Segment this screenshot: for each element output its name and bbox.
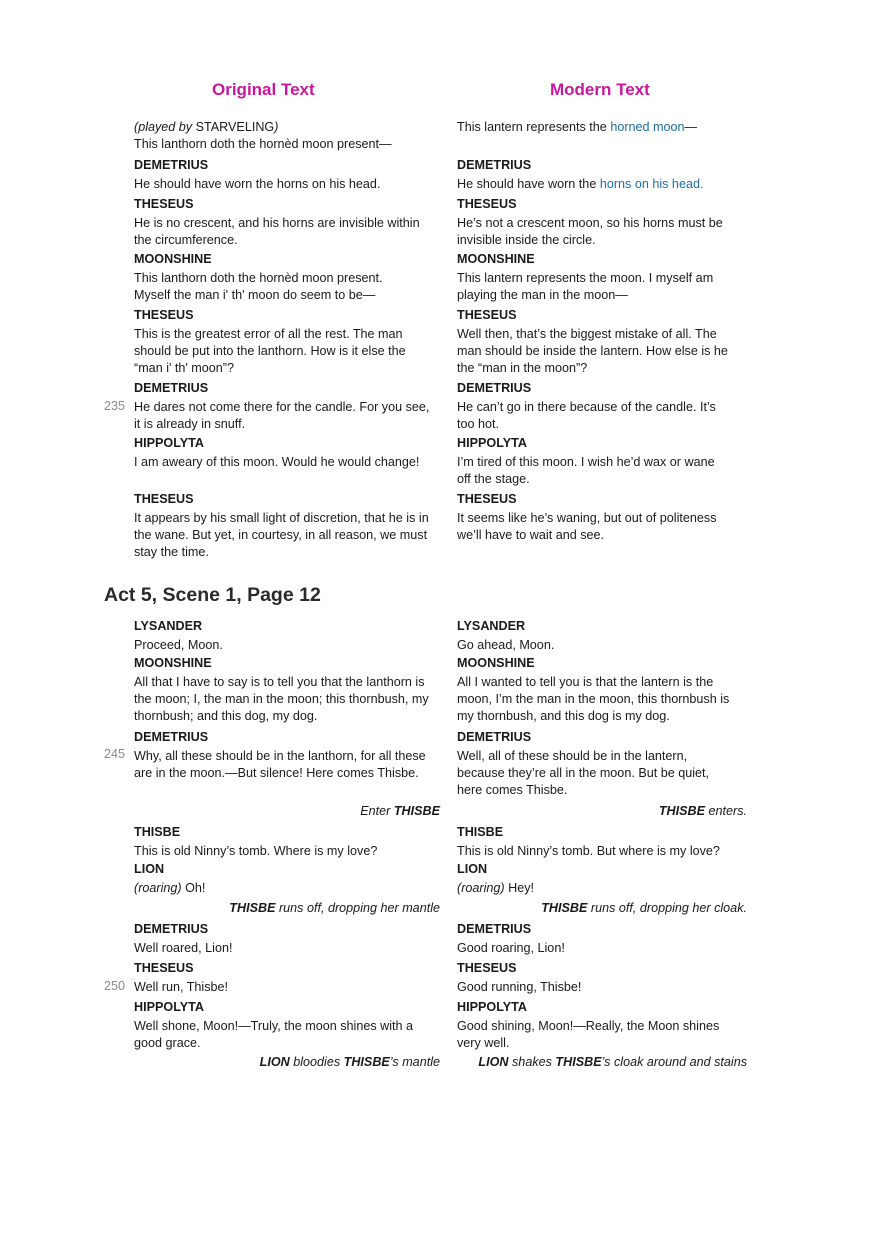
line: the wane. But yet, in courtesy, in all reason, we must — [134, 528, 428, 542]
line: This lantern represents the moon. I myself am — [457, 271, 714, 285]
line: Proceed, Moon. — [134, 638, 223, 652]
line: it is already in snuff. — [134, 417, 246, 431]
mod-stage-direction-runs-off — [457, 900, 747, 917]
line: stay the time. — [134, 545, 209, 559]
speaker: THESEUS — [457, 961, 517, 975]
line: Well then, that’s the biggest mistake of all. The — [457, 327, 717, 341]
orig-demetrius-speech-2 — [134, 380, 440, 433]
orig-demetrius-speech — [134, 157, 440, 193]
orig-demetrius-speech-3 — [134, 729, 440, 782]
speaker: DEMETRIUS — [457, 922, 532, 936]
mod-theseus-speech-3 — [457, 491, 747, 544]
line-text: Oh! — [181, 881, 206, 895]
orig-thisbe-speech — [134, 824, 440, 860]
orig-theseus-speech — [134, 196, 440, 249]
direction-text: shakes — [508, 1055, 556, 1069]
character-name: THISBE — [555, 1055, 602, 1069]
line: invisible inside the circle. — [457, 233, 596, 247]
speaker: HIPPOLYTA — [134, 1000, 204, 1014]
orig-theseus-speech-4 — [134, 960, 440, 996]
direction-text: ’s cloak around and stains — [601, 1055, 747, 1069]
line: All that I have to say is to tell you that the lanthorn is — [134, 675, 425, 689]
speaker: LION — [457, 862, 488, 876]
line: I’m tired of this moon. I wish he’d wax or wane — [457, 455, 715, 469]
line: This is old Ninny’s tomb. But where is my love? — [457, 844, 720, 858]
orig-hippolyta-speech — [134, 435, 440, 471]
orig-moonshine-speech-2 — [134, 655, 440, 725]
mod-moonshine-speech-2 — [457, 655, 747, 725]
orig-lysander-speech — [134, 618, 440, 654]
direction-text: runs off, dropping her cloak. — [587, 901, 747, 915]
speaker: THESEUS — [457, 492, 517, 506]
stage-note: (roaring) — [134, 881, 182, 895]
speaker: DEMETRIUS — [134, 730, 209, 744]
speaker: THISBE — [134, 825, 181, 839]
line: playing the man in the moon— — [457, 288, 628, 302]
speaker: THISBE — [457, 825, 504, 839]
line-number: 250 — [104, 979, 126, 993]
line: Why, all these should be in the lanthorn, for all these — [134, 749, 426, 763]
stage-note: (played by — [134, 120, 196, 134]
mod-demetrius-speech-3 — [457, 729, 747, 799]
line-number: 235 — [104, 399, 126, 413]
mod-theseus-speech — [457, 196, 747, 249]
character-name: LION — [259, 1055, 290, 1069]
speaker: LION — [134, 862, 165, 876]
speaker: DEMETRIUS — [457, 730, 532, 744]
orig-stage-direction-bloodies — [134, 1054, 440, 1071]
line: Good shining, Moon!—Really, the Moon shines — [457, 1019, 720, 1033]
line: moon, I’m the man in the moon, this thornbush is — [457, 692, 730, 706]
orig-demetrius-speech-4 — [134, 921, 440, 957]
orig-stage-direction-enter — [134, 803, 440, 820]
line: All I wanted to tell you is that the lantern is the — [457, 675, 714, 689]
line: thornbush; and this dog, my dog. — [134, 709, 318, 723]
line: off the stage. — [457, 472, 530, 486]
line: Good running, Thisbe! — [457, 980, 582, 994]
line: we’ll have to wait and see. — [457, 528, 605, 542]
line: He should have worn the horns on his head. — [134, 177, 381, 191]
mod-theseus-speech-4 — [457, 960, 747, 996]
line: He dares not come there for the candle. For you see, — [134, 400, 430, 414]
line: good grace. — [134, 1036, 201, 1050]
character-name: THISBE — [229, 901, 276, 915]
speaker: THESEUS — [134, 308, 194, 322]
mod-thisbe-speech — [457, 824, 747, 860]
line: the circumference. — [134, 233, 238, 247]
direction-text: runs off, dropping her mantle — [275, 901, 440, 915]
line: Myself the man i' th' moon do seem to be— — [134, 288, 376, 302]
line: here comes Thisbe. — [457, 783, 568, 797]
modern-text-header: Modern Text — [550, 80, 650, 99]
line: man should be inside the lantern. How else is he — [457, 344, 728, 358]
speaker: DEMETRIUS — [457, 381, 532, 395]
line: Well shone, Moon!—Truly, the moon shines with a — [134, 1019, 414, 1033]
line: Well run, Thisbe! — [134, 980, 229, 994]
speaker: HIPPOLYTA — [457, 1000, 527, 1014]
direction-text: bloodies — [289, 1055, 344, 1069]
mod-theseus-speech-2 — [457, 307, 747, 377]
line-number: 245 — [104, 747, 126, 761]
line: This is the greatest error of all the rest. The man — [134, 327, 403, 341]
orig-moonshine-speech — [134, 251, 440, 304]
speaker: THESEUS — [134, 492, 194, 506]
line: are in the moon.—But silence! Here comes Thisbe. — [134, 766, 419, 780]
speaker: THESEUS — [457, 308, 517, 322]
orig-theseus-speech-3 — [134, 491, 440, 561]
gloss-link[interactable]: horns on his head. — [599, 177, 704, 191]
stage-note: (roaring) — [457, 881, 505, 895]
speaker: MOONSHINE — [134, 252, 212, 266]
mod-demetrius-speech-4 — [457, 921, 747, 957]
line: It seems like he’s waning, but out of politeness — [457, 511, 717, 525]
speaker: LYSANDER — [134, 619, 203, 633]
mod-hippolyta-speech-2 — [457, 999, 747, 1052]
speaker: MOONSHINE — [457, 656, 535, 670]
line: He can’t go in there because of the candle. It’s — [457, 400, 716, 414]
line: He is no crescent, and his horns are invisible within — [134, 216, 420, 230]
mod-hippolyta-speech — [457, 435, 747, 488]
line: Well, all of these should be in the lantern, — [457, 749, 688, 763]
line: the moon; I, the man in the moon; this thornbush, my — [134, 692, 429, 706]
speaker: HIPPOLYTA — [457, 436, 527, 450]
mod-lion-speech — [457, 861, 747, 897]
original-text-header: Original Text — [212, 80, 315, 99]
character-name: THISBE — [393, 804, 440, 818]
scene-title: Act 5, Scene 1, Page 12 — [104, 584, 321, 606]
line: Go ahead, Moon. — [457, 638, 555, 652]
speaker: DEMETRIUS — [134, 381, 209, 395]
mod-moonshine-speech — [457, 251, 747, 304]
speaker: LYSANDER — [457, 619, 526, 633]
speaker: THESEUS — [134, 961, 194, 975]
line: Good roaring, Lion! — [457, 941, 565, 955]
speaker: DEMETRIUS — [134, 922, 209, 936]
orig-hippolyta-speech-2 — [134, 999, 440, 1052]
mod-starveling-intro — [457, 119, 747, 136]
direction-text: enters. — [705, 804, 747, 818]
line: “man i' th' moon”? — [134, 361, 234, 375]
orig-theseus-speech-2 — [134, 307, 440, 377]
line: Well roared, Lion! — [134, 941, 233, 955]
mod-stage-direction-shakes — [457, 1054, 747, 1071]
line-text: He should have worn the — [457, 177, 600, 191]
line: should be put into the lanthorn. How is it else the — [134, 344, 406, 358]
mod-stage-direction-enter — [457, 803, 747, 820]
direction-text: ’s mantle — [389, 1055, 440, 1069]
line: the “man in the moon”? — [457, 361, 588, 375]
line: very well. — [457, 1036, 510, 1050]
line: I am aweary of this moon. Would he would change! — [134, 455, 420, 469]
direction-text: Enter — [360, 804, 394, 818]
orig-starveling-intro — [134, 119, 440, 153]
character-name: THISBE — [658, 804, 705, 818]
line: because they’re all in the moon. But be quiet, — [457, 766, 710, 780]
line: This is old Ninny’s tomb. Where is my love? — [134, 844, 378, 858]
line-text: Hey! — [504, 881, 534, 895]
speaker: MOONSHINE — [457, 252, 535, 266]
character-name: THISBE — [343, 1055, 390, 1069]
character-name: LION — [478, 1055, 509, 1069]
line: This lanthorn doth the hornèd moon present. — [134, 271, 383, 285]
line-text: — — [684, 120, 698, 134]
line: This lanthorn doth the hornèd moon present— — [134, 137, 392, 151]
line: It appears by his small light of discretion, that he is in — [134, 511, 429, 525]
orig-stage-direction-runs-off — [134, 900, 440, 917]
speaker: THESEUS — [134, 197, 194, 211]
line: my thornbush, and this dog is my dog. — [457, 709, 670, 723]
speaker: MOONSHINE — [134, 656, 212, 670]
character-name: THISBE — [541, 901, 588, 915]
speaker: DEMETRIUS — [134, 158, 209, 172]
mod-demetrius-speech — [457, 157, 747, 193]
mod-lysander-speech — [457, 618, 747, 654]
orig-lion-speech — [134, 861, 440, 897]
line: too hot. — [457, 417, 500, 431]
mod-demetrius-speech-2 — [457, 380, 747, 433]
stage-note-close: ) — [274, 120, 279, 134]
gloss-link[interactable]: horned moon — [610, 120, 685, 134]
speaker: DEMETRIUS — [457, 158, 532, 172]
speaker: HIPPOLYTA — [134, 436, 204, 450]
speaker: THESEUS — [457, 197, 517, 211]
actor-name: STARVELING — [195, 120, 275, 134]
line: He’s not a crescent moon, so his horns must be — [457, 216, 723, 230]
line-text: This lantern represents the — [457, 120, 611, 134]
